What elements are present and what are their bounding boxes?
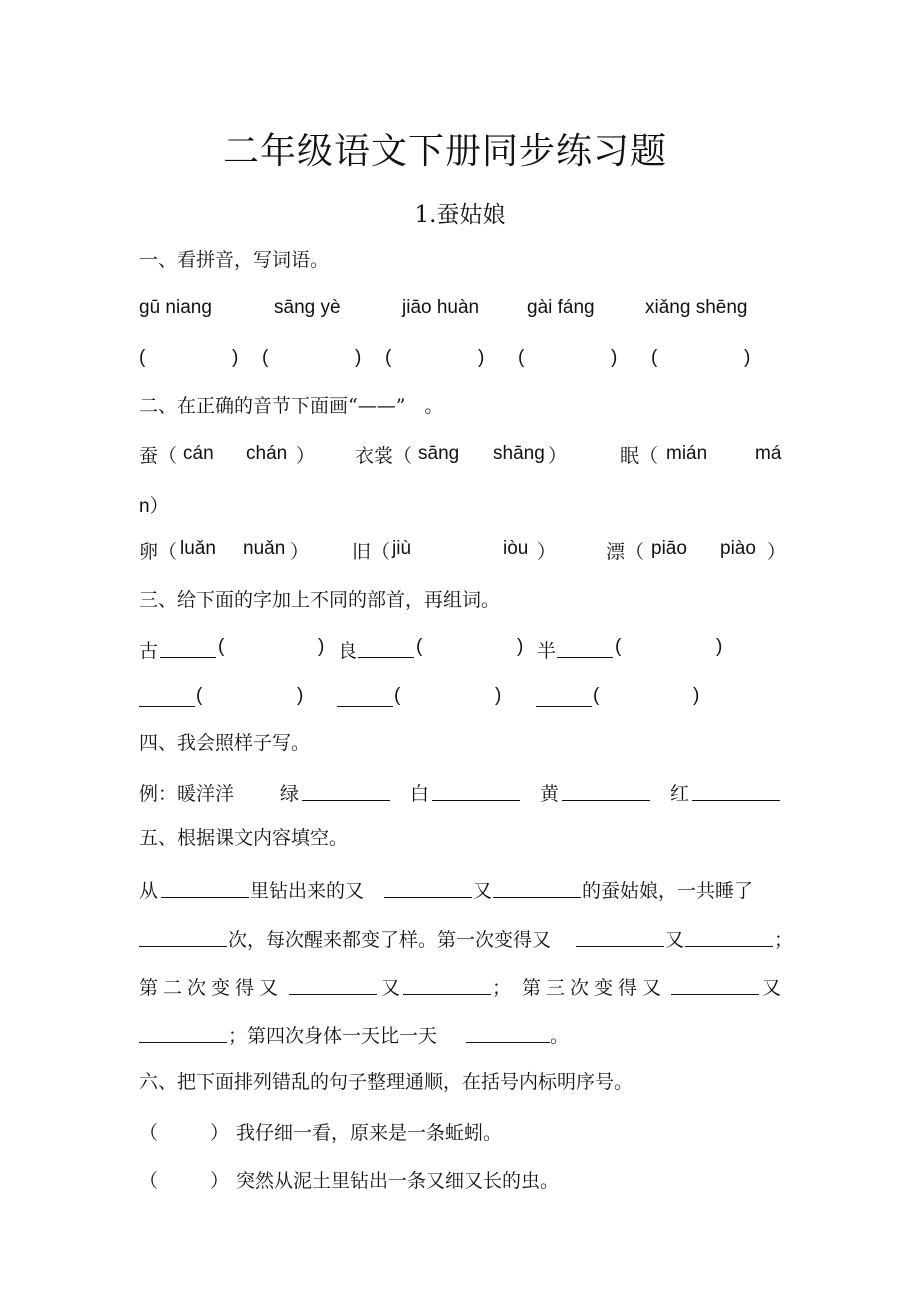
q2-char: 漂（	[606, 541, 645, 563]
radical-blank[interactable]	[557, 639, 613, 658]
order-paren-open[interactable]: （	[139, 1170, 159, 1192]
q3-char: 古	[139, 640, 159, 662]
answer-blank[interactable]	[139, 1024, 227, 1043]
question-5-heading: 五、根据课文内容填空。	[139, 827, 349, 849]
answer-blank[interactable]	[432, 782, 520, 801]
radical-blank[interactable]	[536, 688, 592, 707]
answer-paren-open[interactable]: (	[385, 347, 392, 368]
word-paren-close: )	[716, 636, 723, 657]
syllable-option[interactable]: luǎn	[180, 538, 216, 559]
sentence-text: 突然从泥土里钻出一条又细又长的虫。	[236, 1170, 560, 1192]
word-paren-close: )	[297, 685, 304, 706]
word-paren-open[interactable]: (	[218, 636, 225, 657]
q2-close: ）	[548, 445, 568, 467]
q5-text: ；	[492, 977, 512, 999]
syllable-option[interactable]: sāng	[418, 443, 460, 464]
lesson-title: 1.蚕姑娘	[414, 202, 506, 228]
syllable-option[interactable]: mián	[666, 443, 708, 464]
q5-text: 又	[473, 880, 493, 902]
radical-blank[interactable]	[160, 639, 216, 658]
q5-text: 从	[139, 880, 159, 902]
answer-paren-close: )	[611, 347, 618, 368]
q2-close: ）	[767, 541, 787, 563]
answer-paren-open[interactable]: (	[262, 347, 269, 368]
answer-blank[interactable]	[161, 879, 249, 898]
word-paren-close: )	[495, 685, 502, 706]
word-paren-close: )	[517, 636, 524, 657]
q5-text: 里钻出来的又	[250, 880, 365, 902]
question-2-heading: 二、在正确的音节下面画“——” 。	[139, 395, 444, 417]
answer-paren-open[interactable]: (	[651, 347, 658, 368]
word-paren-open[interactable]: (	[416, 636, 423, 657]
question-4-heading: 四、我会照样子写。	[139, 732, 311, 754]
answer-paren-open[interactable]: (	[518, 347, 525, 368]
answer-blank[interactable]	[403, 976, 491, 995]
answer-paren-close: )	[355, 347, 362, 368]
syllable-option[interactable]: piāo	[651, 538, 687, 559]
answer-paren-open[interactable]: (	[139, 347, 146, 368]
question-3-heading: 三、给下面的字加上不同的部首，再组词。	[139, 589, 501, 611]
syllable-option[interactable]: jiù	[392, 538, 412, 559]
q2-char: 旧（	[352, 541, 391, 563]
syllable-option[interactable]: piào	[720, 538, 756, 559]
q5-text: ；	[774, 929, 794, 951]
order-paren-open[interactable]: （	[139, 1122, 159, 1144]
word-prompt: 绿	[280, 783, 300, 805]
q5-text: 第三次变得又	[522, 977, 667, 999]
word-prompt: 白	[410, 783, 430, 805]
radical-blank[interactable]	[139, 688, 195, 707]
answer-blank[interactable]	[384, 879, 472, 898]
answer-blank[interactable]	[671, 976, 759, 995]
q2-close: ）	[537, 541, 557, 563]
q2-char: 眠（	[620, 445, 659, 467]
order-paren-close: ）	[210, 1170, 230, 1192]
radical-blank[interactable]	[337, 688, 393, 707]
pinyin-5: xiǎng shēng	[645, 297, 748, 318]
word-paren-open[interactable]: (	[615, 636, 622, 657]
q5-text: ；第四次身体一天比一天	[228, 1025, 438, 1047]
example-text: 例：暖洋洋	[139, 783, 235, 805]
worksheet-title: 二年级语文下册同步练习题	[222, 131, 667, 172]
question-1-heading: 一、看拼音，写词语。	[139, 249, 330, 271]
q5-text: 次，每次醒来都变了样。第一次变得又	[228, 929, 552, 951]
q2-close: ）	[290, 541, 310, 563]
answer-paren-close: )	[744, 347, 751, 368]
q5-text: 。	[550, 1025, 570, 1047]
pinyin-1: gū niang	[139, 297, 212, 318]
q2-char: 蚕（	[139, 445, 178, 467]
answer-blank[interactable]	[466, 1024, 550, 1043]
radical-blank[interactable]	[358, 639, 414, 658]
syllable-option[interactable]: chán	[246, 443, 288, 464]
answer-blank[interactable]	[692, 782, 780, 801]
q2-close: ）	[296, 445, 316, 467]
answer-blank[interactable]	[685, 928, 773, 947]
q2-char: 衣裳（	[355, 445, 413, 467]
q3-char: 半	[537, 640, 557, 662]
word-paren-close: )	[318, 636, 325, 657]
order-paren-close: ）	[210, 1122, 230, 1144]
syllable-option[interactable]: má	[755, 443, 782, 464]
syllable-option[interactable]: iòu	[503, 538, 529, 559]
answer-paren-close: )	[478, 347, 485, 368]
word-prompt: 红	[670, 783, 690, 805]
q5-text: 又	[665, 929, 685, 951]
q2-char: 卵（	[139, 541, 178, 563]
question-6-heading: 六、把下面排列错乱的句子整理通顺，在括号内标明序号。	[139, 1071, 634, 1093]
q5-text: 的蚕姑娘，一共睡了	[582, 880, 754, 902]
answer-paren-close: )	[232, 347, 239, 368]
q5-text: 第二次变得又	[139, 977, 284, 999]
q3-char: 良	[338, 640, 358, 662]
q5-text: 又	[762, 977, 782, 999]
answer-blank[interactable]	[493, 879, 581, 898]
q2-wrap-text: n）	[139, 496, 169, 517]
pinyin-4: gài fáng	[527, 297, 595, 318]
syllable-option[interactable]: nuǎn	[243, 538, 286, 559]
answer-blank[interactable]	[302, 782, 390, 801]
answer-blank[interactable]	[289, 976, 377, 995]
sentence-text: 我仔细一看，原来是一条蚯蚓。	[236, 1122, 503, 1144]
answer-blank[interactable]	[576, 928, 664, 947]
word-paren-open[interactable]: (	[394, 685, 401, 706]
q5-text: 又	[381, 977, 401, 999]
word-prompt: 黄	[540, 783, 560, 805]
word-paren-open[interactable]: (	[593, 685, 600, 706]
answer-blank[interactable]	[139, 928, 227, 947]
pinyin-3: jiāo huàn	[402, 297, 480, 318]
answer-blank[interactable]	[562, 782, 650, 801]
syllable-option[interactable]: shāng	[493, 443, 545, 464]
word-paren-open[interactable]: (	[196, 685, 203, 706]
syllable-option[interactable]: cán	[183, 443, 214, 464]
word-paren-close: )	[693, 685, 700, 706]
pinyin-2: sāng yè	[274, 297, 341, 318]
